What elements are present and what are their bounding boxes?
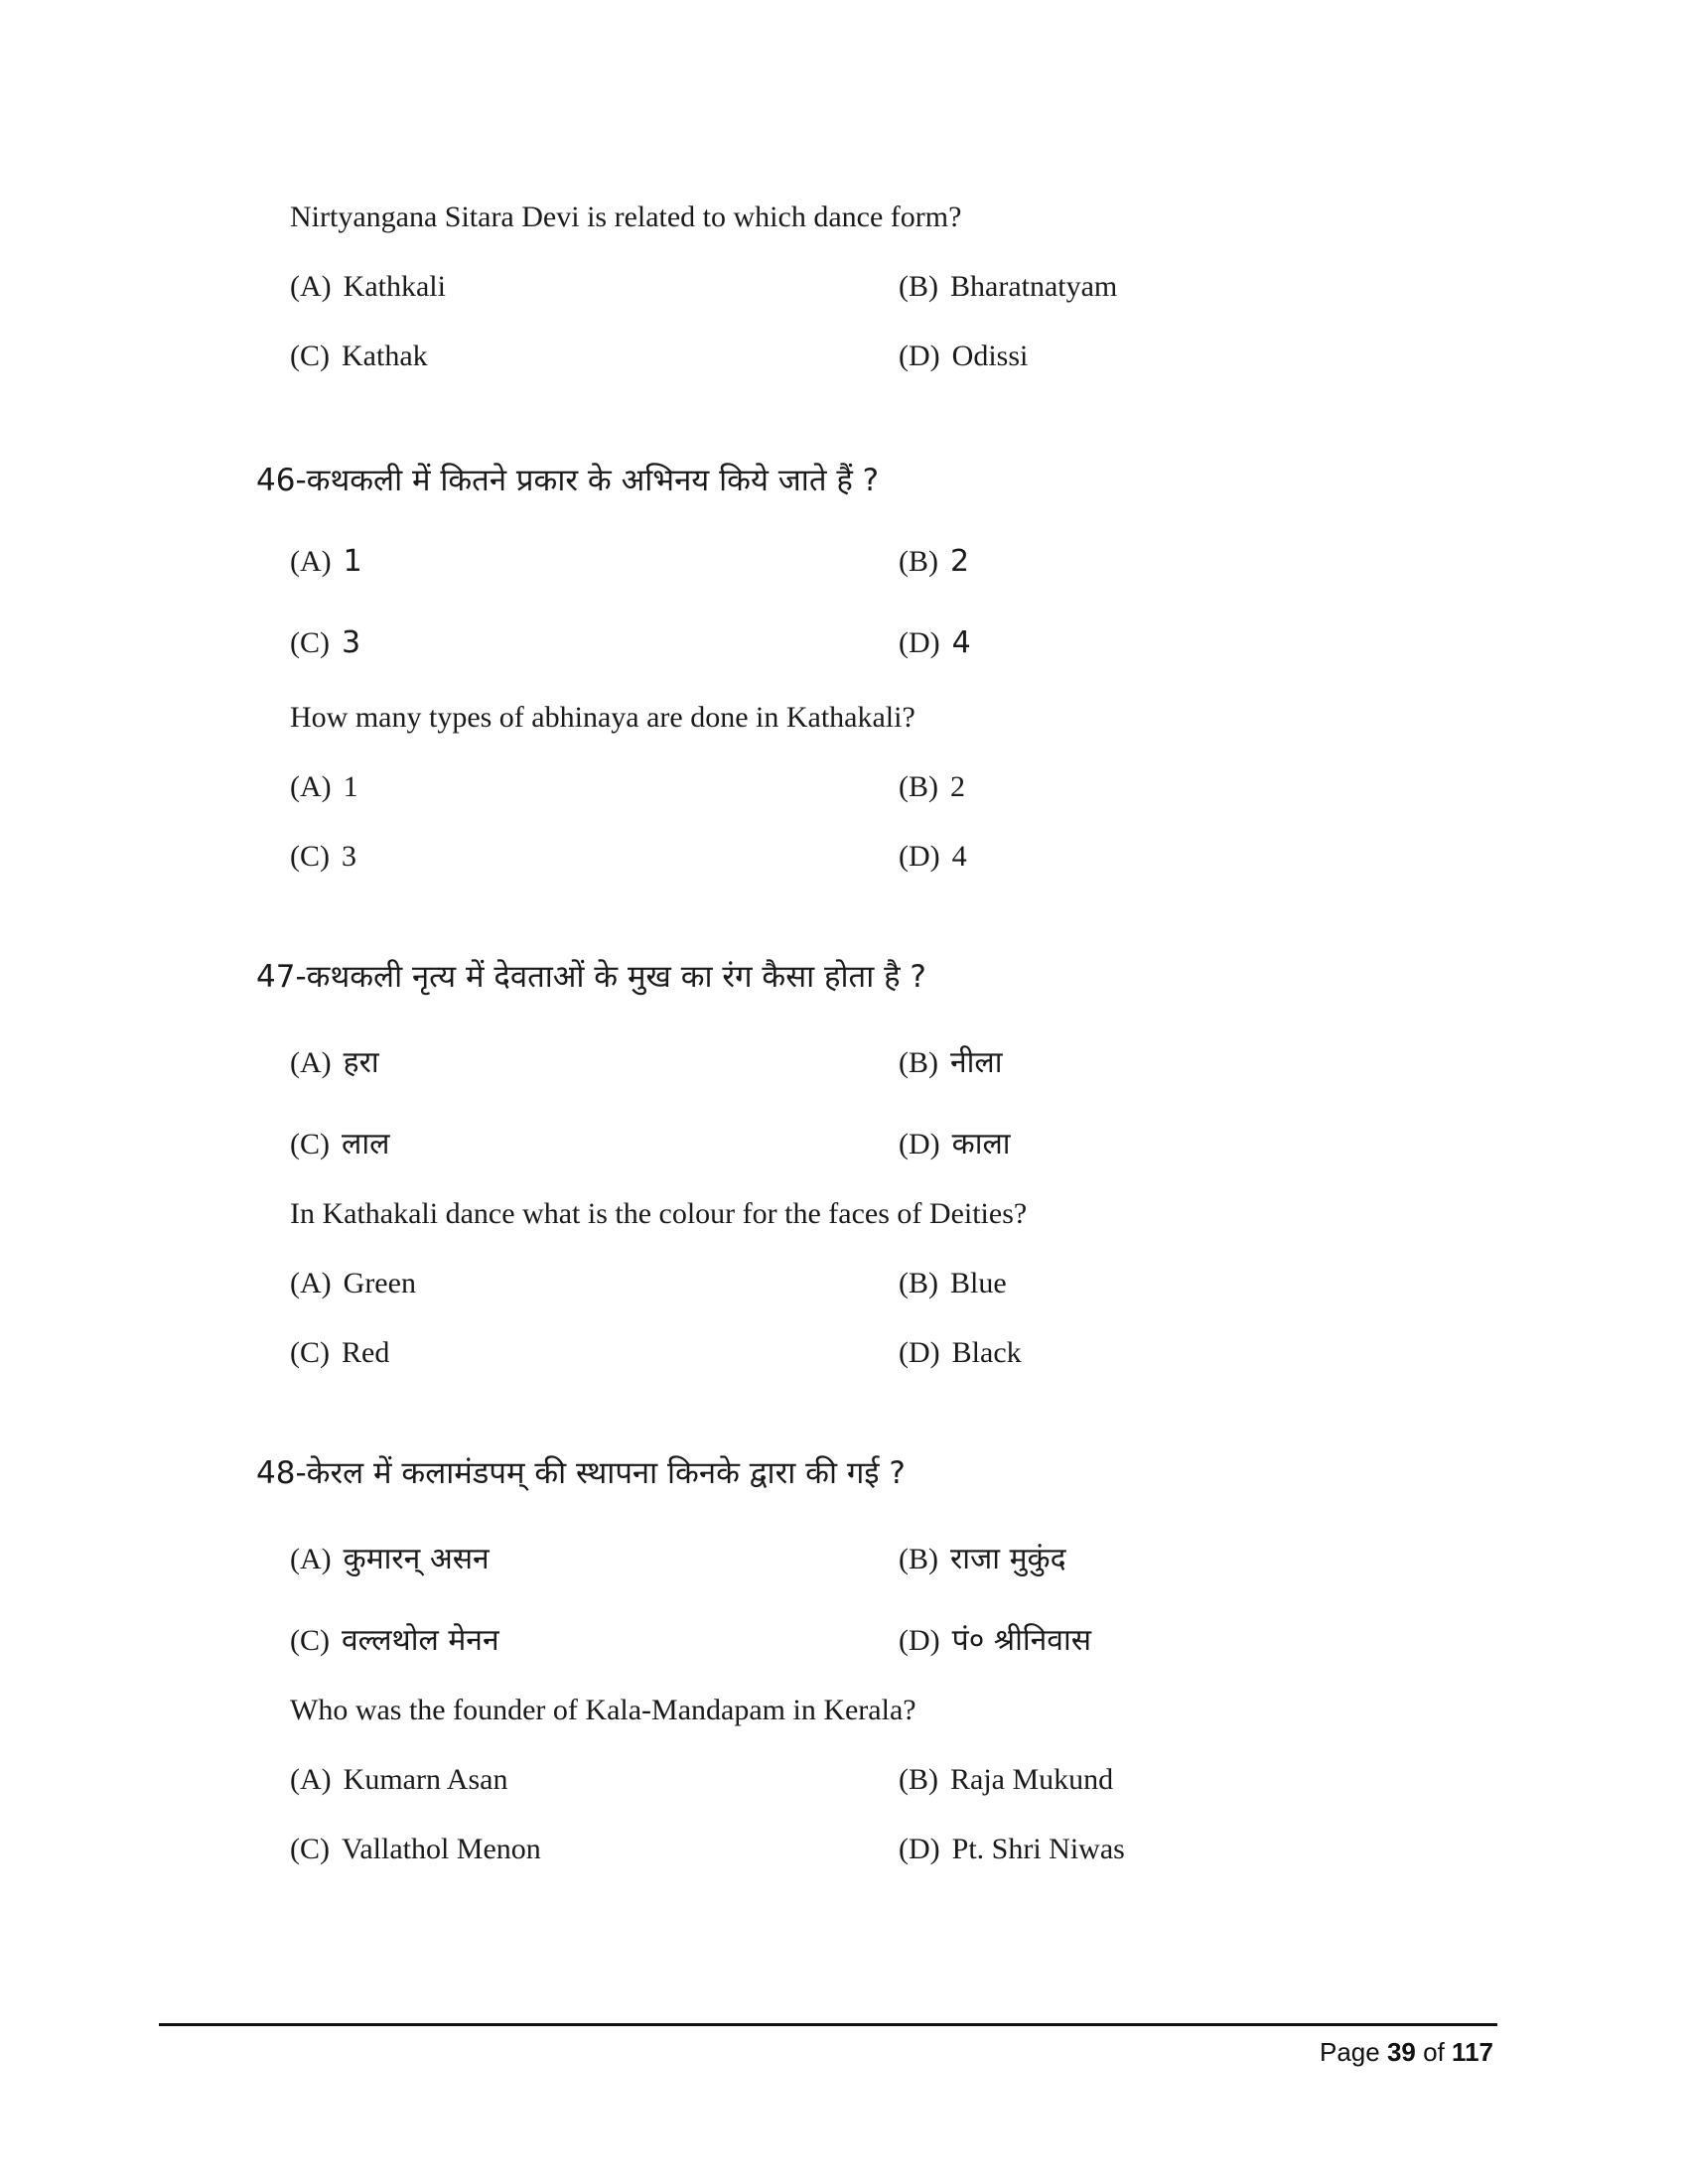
- option-text: 4: [951, 625, 971, 660]
- option-text: 4: [951, 840, 967, 873]
- option-label: (C): [290, 840, 330, 873]
- option-text: नीला: [950, 1045, 1003, 1080]
- option-a: [290, 1537, 490, 1577]
- option-d: [899, 1833, 1125, 1866]
- option-text: Green: [343, 1267, 416, 1299]
- option-label: (B): [899, 270, 938, 303]
- page-total: 117: [1452, 2037, 1493, 2067]
- option-text: 3: [342, 840, 356, 873]
- option-c: [290, 1122, 389, 1162]
- option-label: (D): [899, 840, 940, 873]
- option-label: (C): [290, 1833, 330, 1865]
- option-text: वल्लथोल मेनन: [342, 1623, 499, 1658]
- option-label: (B): [899, 545, 938, 578]
- option-text: Odissi: [951, 340, 1029, 372]
- option-d: [899, 1336, 1022, 1370]
- option-c: [290, 1618, 499, 1659]
- option-b: [899, 1267, 1007, 1300]
- option-c: [290, 625, 360, 660]
- question-48-hi: 48-केरल में कलामंडपम् की स्थापना किनके द्वारा की गई ?: [256, 1455, 906, 1491]
- question-45-en: Nirtyangana Sitara Devi is related to which dance form?: [290, 201, 962, 233]
- option-label: (D): [899, 1128, 940, 1160]
- question-47-en: In Kathakali dance what is the colour for the faces of Deities?: [290, 1197, 1028, 1230]
- option-d: [899, 1122, 1011, 1162]
- option-text: पं० श्रीनिवास: [951, 1623, 1091, 1658]
- option-c: [290, 840, 356, 874]
- option-label: (A): [290, 270, 332, 303]
- footer-divider: [159, 2023, 1497, 2026]
- option-label: (C): [290, 1624, 330, 1657]
- option-text: Bharatnatyam: [950, 270, 1118, 303]
- option-a: [290, 270, 446, 304]
- option-c: [290, 1336, 389, 1370]
- option-label: (A): [290, 1046, 332, 1079]
- page-prefix: Page: [1320, 2037, 1380, 2067]
- option-b: [899, 544, 969, 579]
- question-48-en: Who was the founder of Kala-Mandapam in Kerala?: [290, 1694, 916, 1726]
- page-of: of: [1423, 2037, 1445, 2067]
- option-text: 1: [343, 544, 362, 579]
- option-text: Vallathol Menon: [342, 1833, 541, 1865]
- option-label: (A): [290, 1763, 332, 1796]
- option-text: Kathak: [342, 340, 428, 372]
- option-a: [290, 544, 362, 579]
- option-d: [899, 840, 967, 874]
- option-a: [290, 770, 358, 804]
- option-text: Black: [951, 1336, 1022, 1369]
- option-c: [290, 340, 428, 373]
- option-a: [290, 1763, 507, 1797]
- option-text: 1: [343, 770, 358, 803]
- option-b: [899, 1763, 1113, 1797]
- option-label: (A): [290, 770, 332, 803]
- option-b: [899, 1040, 1003, 1081]
- option-label: (C): [290, 340, 330, 372]
- question-46-hi: 46-कथकली में कितने प्रकार के अभिनय किये जाते हैं ?: [256, 463, 880, 498]
- option-text: Kumarn Asan: [343, 1763, 508, 1796]
- question-47-hi: 47-कथकली नृत्य में देवताओं के मुख का रंग कैसा होता है ?: [256, 959, 926, 995]
- option-label: (D): [899, 1624, 940, 1657]
- option-text: लाल: [342, 1127, 390, 1161]
- option-text: हरा: [343, 1045, 379, 1080]
- option-a: [290, 1040, 379, 1081]
- option-text: काला: [951, 1127, 1011, 1161]
- option-text: Pt. Shri Niwas: [951, 1833, 1125, 1865]
- option-label: (B): [899, 1543, 938, 1575]
- option-label: (C): [290, 1336, 330, 1369]
- question-46-en: How many types of abhinaya are done in Kathakali?: [290, 701, 915, 734]
- option-text: Raja Mukund: [950, 1763, 1114, 1796]
- option-label: (D): [899, 1833, 940, 1865]
- option-label: (A): [290, 1267, 332, 1299]
- option-label: (A): [290, 1543, 332, 1575]
- option-d: [899, 1618, 1091, 1659]
- option-text: राजा मुकुंद: [950, 1542, 1066, 1576]
- option-label: (B): [899, 1046, 938, 1079]
- page-current: 39: [1386, 2037, 1416, 2067]
- option-label: (D): [899, 340, 940, 372]
- option-text: Kathkali: [343, 270, 446, 303]
- option-d: [899, 340, 1028, 373]
- option-label: (A): [290, 545, 332, 578]
- option-text: Red: [342, 1336, 390, 1369]
- option-c: [290, 1833, 541, 1866]
- option-text: Blue: [950, 1267, 1007, 1299]
- option-label: (D): [899, 626, 940, 659]
- option-label: (C): [290, 1128, 330, 1160]
- option-d: [899, 625, 971, 660]
- option-label: (C): [290, 626, 330, 659]
- option-label: (B): [899, 1267, 938, 1299]
- option-a: [290, 1267, 416, 1300]
- page-number: [1320, 2037, 1493, 2068]
- option-label: (B): [899, 770, 938, 803]
- option-label: (D): [899, 1336, 940, 1369]
- option-b: [899, 1537, 1066, 1577]
- option-b: [899, 770, 965, 804]
- option-b: [899, 270, 1117, 304]
- option-label: (B): [899, 1763, 938, 1796]
- option-text: 3: [342, 625, 361, 660]
- option-text: कुमारन् असन: [343, 1542, 490, 1576]
- option-text: 2: [950, 770, 965, 803]
- option-text: 2: [950, 544, 970, 579]
